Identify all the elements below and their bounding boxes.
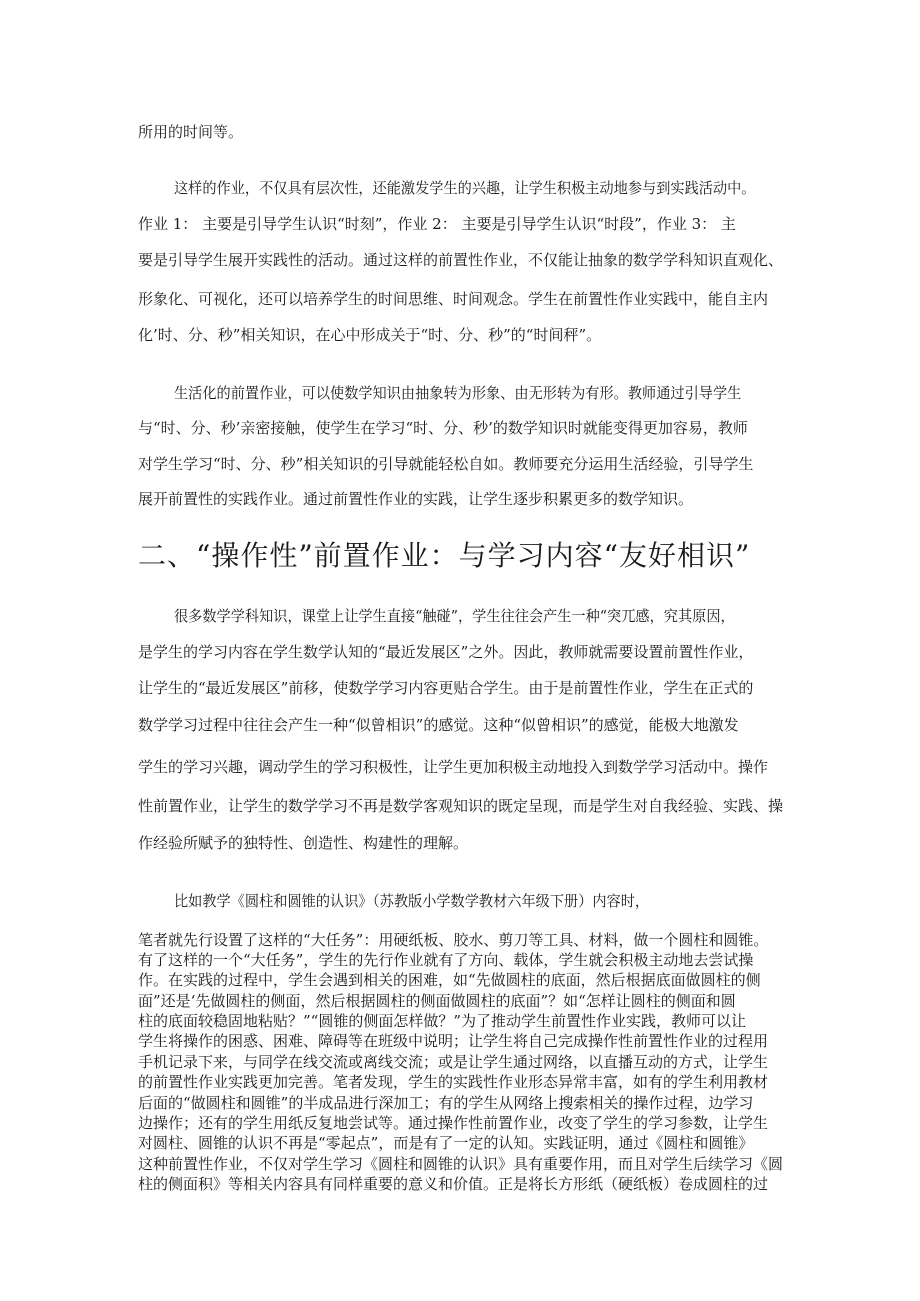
text-line: 形象化、可视化，还可以培养学生的时间思维、时间观念。学生在前置性作业实践中，能自主内 <box>138 290 769 308</box>
text-line: 作业 1： 主要是引导学生认识“时刻”，作业 2： 主要是引导学生认识“时段”，作业 3： 主 <box>138 215 736 233</box>
text-line: 学生将操作的困惑、困难、障碍等在班级中说明；让学生将自己完成操作性前置性作业的过程用 <box>138 1032 769 1050</box>
text-line: 对学生学习“时、分、秒”相关知识的引导就能轻松自如。教师要充分运用生活经验，引导学生 <box>138 455 754 473</box>
text-line: 柱的侧面积》等相关内容具有同样重要的意义和价值。正是将长方形纸（硬纸板）卷成圆柱的过 <box>138 1175 769 1193</box>
text-line: 柱的底面较稳固地粘贴？”“圆锥的侧面怎样做？”为了推动学生前置性作业实践，教师可以让 <box>138 1012 747 1030</box>
text-line: 作。在实践的过程中，学生会遇到相关的困难，如“先做圆柱的底面，然后根据底面做圆柱的侧 <box>138 971 761 989</box>
text-line: 所用的时间等。 <box>138 123 244 141</box>
text-line: 比如教学《圆柱和圆锥的认识》（苏教版小学数学教材六年级下册）内容时， <box>174 892 650 910</box>
text-line: 要是引导学生展开实践性的活动。通过这样的前置性作业，不仅能让抽象的数学学科知识直观化、 <box>138 251 784 269</box>
text-line: 化’时、分、秒”相关知识，在心中形成关于“时、分、秒”的“时间秤”。 <box>138 326 602 344</box>
section-heading: 二、“操作性”前置作业：与学习内容“友好相识” <box>138 539 751 572</box>
text-line: 的前置性作业实践更加完善。笔者发现，学生的实践性作业形态异常丰富，如有的学生利用教材 <box>138 1073 769 1091</box>
text-line: 性前置作业，让学生的数学学习不再是数学客观知识的既定呈现，而是学生对自我经验、实践、操 <box>138 797 784 815</box>
text-line: 数学学习过程中往往会产生一种“似曾相识”的感觉。这种“似曾相识”的感觉，能极大地激发 <box>138 716 739 734</box>
text-line: 生活化的前置作业，可以使数学知识由抽象转为形象、由无形转为有形。教师通过引导学生 <box>174 384 742 402</box>
text-line: 面”还是‘先做圆柱的侧面，然后根据圆柱的侧面做圆柱的底面”？如“怎样让圆柱的侧面和圆 <box>138 992 736 1010</box>
text-line: 这种前置性作业，不仅对学生学习《圆柱和圆锥的认识》具有重要作用，而且对学生后续学习《圆 <box>138 1155 784 1173</box>
text-line: 让学生的“最近发展区”前移，使数学学习内容更贴合学生。由于是前置性作业，学生在正式的 <box>138 679 754 697</box>
text-line: 很多数学学科知识，课堂上让学生直接“触碰”，学生往往会产生一种“突兀感，究其原因， <box>174 607 735 625</box>
text-line: 手机记录下来，与同学在线交流或离线交流；或是让学生通过网络，以直播互动的方式，让学生 <box>138 1053 769 1071</box>
text-line: 有了这样的一个“大任务”，学生的先行作业就有了方向、载体，学生就会积极主动地去尝试操 <box>138 951 754 969</box>
text-line: 与“时、分、秒’亲密接触，使学生在学习“时、分、秒’的数学知识时就能变得更加容易，教师 <box>138 419 748 437</box>
text-line: 作经验所赋予的独特性、创造性、构建性的理解。 <box>138 834 469 852</box>
text-line: 后面的“做圆柱和圆锥”的半成品进行深加工；有的学生从网络上搜索相关的操作过程，边学习 <box>138 1094 754 1112</box>
text-line: 对圆柱、圆锥的认识不再是“零起点”，而是有了一定的认知。实践证明，通过《圆柱和圆锥》 <box>138 1134 754 1152</box>
text-line: 笔者就先行设置了这样的“大任务”：用硬纸板、胶水、剪刀等工具、材料，做一个圆柱和圆锥。 <box>138 931 769 949</box>
text-line: 学生的学习兴趣，调动学生的学习积极性，让学生更加积极主动地投入到数学学习活动中。操作 <box>138 758 769 776</box>
text-line: 边操作；还有的学生用纸反复地尝试等。通过操作性前置作业，改变了学生的学习参数，让学生 <box>138 1114 769 1132</box>
text-line: 是学生的学习内容在学生数学认知的“最近发展区”之外。因此，教师就需要设置前置性作业， <box>138 643 754 661</box>
text-line: 展开前置性的实践作业。通过前置性作业的实践，让学生逐步积累更多的数学知识。 <box>138 490 694 508</box>
text-line: 这样的作业，不仅具有层次性，还能激发学生的兴趣，让学生积极主动地参与到实践活动中。 <box>174 179 756 197</box>
